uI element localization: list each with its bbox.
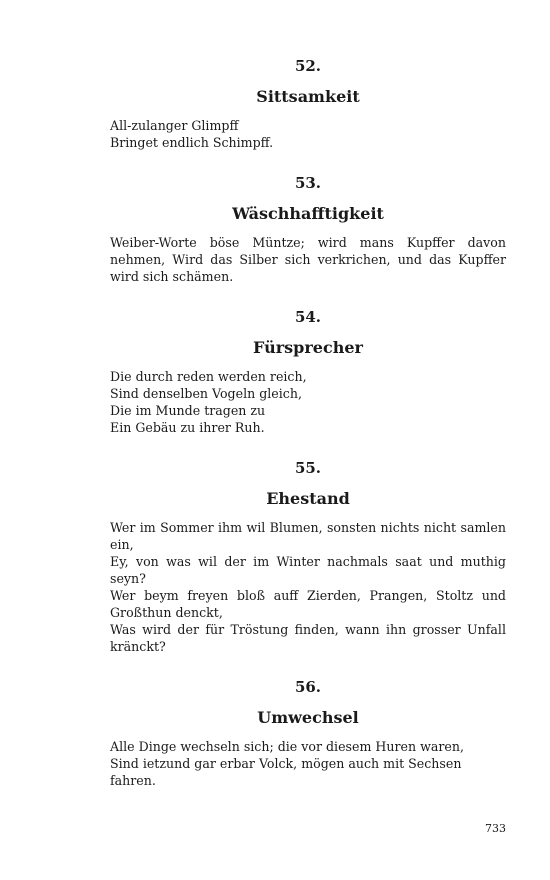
poem-line: Alle Dinge wechseln sich; die vor diesem Huren waren, — [110, 739, 464, 754]
poem-number: 56. — [294, 678, 322, 696]
poem-text — [110, 368, 506, 436]
poem-54 — [110, 307, 506, 436]
poem-text — [110, 234, 506, 285]
poem-title: Fürsprecher — [253, 338, 363, 357]
poem-number: 55. — [294, 459, 322, 477]
poem-52 — [110, 56, 506, 151]
poem-line: Sind denselben Vogeln gleich, — [110, 386, 302, 401]
poem-line: Bringet endlich Schimpff. — [110, 135, 274, 150]
page-number: 733 — [485, 822, 506, 835]
poem-line: Die im Munde tragen zu — [110, 403, 266, 418]
poem-55 — [110, 458, 506, 655]
poem-text — [110, 519, 506, 655]
poem-title: Ehestand — [266, 489, 350, 508]
poem-text — [110, 738, 506, 789]
poem-title: Umwechsel — [257, 708, 359, 727]
poem-line: All-zulanger Glimpff — [110, 118, 239, 133]
poem-text — [110, 117, 506, 151]
poem-title: Wäschhafftigkeit — [232, 204, 384, 223]
poem-number: 53. — [294, 174, 322, 192]
poem-line: Was wird der für Tröstung finden, wann ihn grosser Unfall kränckt? — [110, 622, 506, 654]
poem-line: Ey, von was wil der im Winter nachmals saat und muthig seyn? — [110, 554, 506, 586]
poem-line: Weiber-Worte böse Müntze; wird mans Kupffer davon nehmen, Wird das Silber sich verkrichen, und das Kupffer wird sich schämen. — [110, 235, 506, 284]
poem-line: Wer im Sommer ihm wil Blumen, sonsten nichts nicht samlen ein, — [110, 520, 506, 552]
poem-line: Sind ietzund gar erbar Volck, mögen auch mit Sechsen fahren. — [110, 756, 462, 788]
poem-number: 54. — [294, 308, 322, 326]
poem-number: 52. — [294, 57, 322, 75]
poem-line: Die durch reden werden reich, — [110, 369, 307, 384]
page-body — [110, 56, 506, 811]
poem-line: Wer beym freyen bloß auff Zierden, Prangen, Stoltz und Großthun denckt, — [110, 588, 506, 620]
poem-56 — [110, 677, 506, 789]
poem-53 — [110, 173, 506, 285]
poem-title: Sittsamkeit — [256, 87, 360, 106]
poem-line: Ein Gebäu zu ihrer Ruh. — [110, 420, 265, 435]
